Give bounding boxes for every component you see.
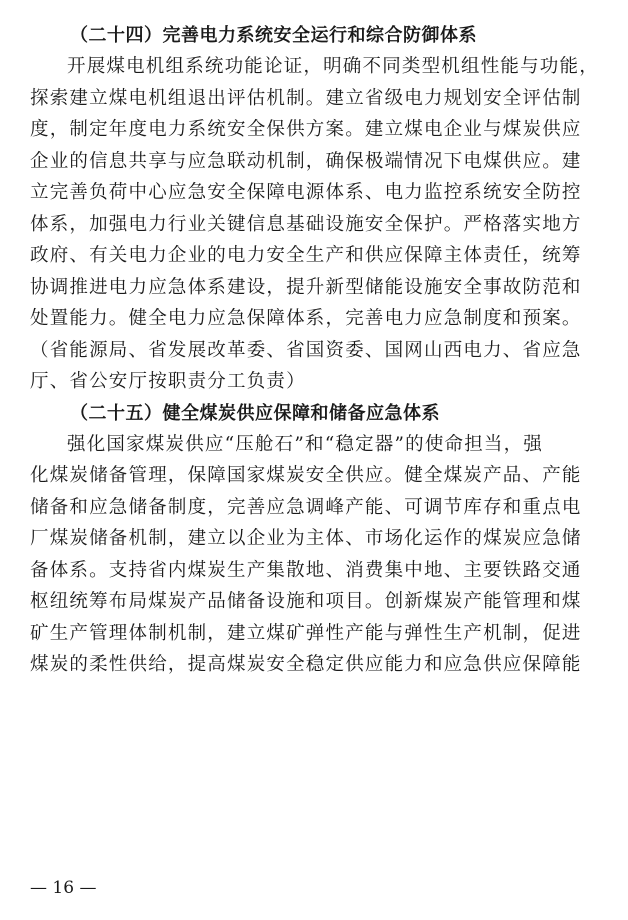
document-page (30, 20, 610, 681)
section-24-body (30, 51, 610, 398)
body-line: 探索建立煤电机组退出评估机制。建立省级电力规划安全评估制 (30, 87, 582, 109)
body-line: 枢纽统筹布局煤炭产品储备设施和项目。创新煤炭产能管理和煤 (30, 591, 582, 612)
body-line: 强化国家煤炭供应“压舱石”和“稳定器”的使命担当，强 (67, 433, 544, 455)
body-line: 政府、有关电力企业的电力安全生产和供应保障主体责任，统筹 (30, 245, 582, 266)
body-line: 化煤炭储备管理，保障国家煤炭安全供应。健全煤炭产品、产能 (30, 465, 582, 486)
body-line: 度，制定年度电力系统安全保供方案。建立煤电企业与煤炭供应 (30, 119, 582, 140)
body-line: 开展煤电机组系统功能论证，明确不同类型机组性能与功能， (67, 56, 599, 77)
section-25-body (30, 429, 610, 681)
section-heading-24: （二十四）完善电力系统安全运行和综合防御体系 (70, 25, 477, 46)
body-line: 煤炭的柔性供给，提高煤炭安全稳定供应能力和应急供应保障能 (30, 654, 582, 675)
body-line: 矿生产管理体制机制，建立煤矿弹性产能与弹性生产机制，促进 (30, 622, 582, 644)
body-line: 厂煤炭储备机制，建立以企业为主体、市场化运作的煤炭应急储 (30, 528, 582, 549)
body-line: 立完善负荷中心应急安全保障电源体系、电力监控系统安全防控 (30, 182, 582, 203)
body-line: 备体系。支持省内煤炭生产集散地、消费集中地、主要铁路交通 (30, 559, 582, 581)
body-line: 处置能力。健全电力应急保障体系，完善电力应急制度和预案。 (30, 308, 582, 329)
body-line: 协调推进电力应急体系建设，提升新型储能设施安全事故防范和 (30, 276, 582, 298)
page-number: — 16 — (30, 878, 97, 898)
section-heading-25: （二十五）健全煤炭供应保障和储备应急体系 (70, 402, 440, 424)
body-line: 体系，加强电力行业关键信息基础设施安全保护。严格落实地方 (30, 213, 582, 235)
body-line: 厅、省公安厅按职责分工负责） (30, 371, 306, 392)
body-line: （省能源局、省发展改革委、省国资委、国网山西电力、省应急 (30, 339, 582, 361)
body-line: 储备和应急储备制度，完善应急调峰产能、可调节库存和重点电 (30, 496, 582, 518)
body-line: 企业的信息共享与应急联动机制，确保极端情况下电煤供应。建 (30, 150, 582, 172)
